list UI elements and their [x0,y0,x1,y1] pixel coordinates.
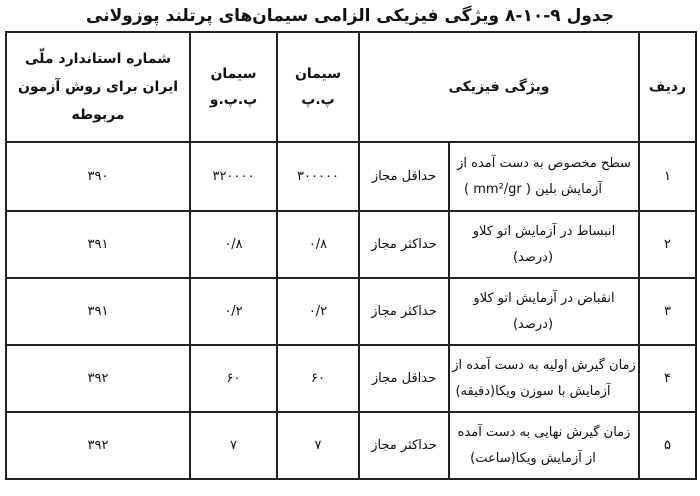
property-cell [449,412,639,479]
property-line-2: (درصد) [512,249,554,265]
standard-number: ۳۹۱ [6,278,190,345]
cement-ppv-value: ۷ [190,412,277,479]
header-standard: شماره استاندارد ملّی ایران برای روش آزمون مربوطه [6,32,190,142]
standard-number: ۳۹۰ [6,142,190,211]
limit-cell: حداقل مجاز [359,345,449,412]
row-number: ۳ [639,278,696,345]
cement-pp-value: ۷ [277,412,359,479]
property-line-2: آزمایش با سوزن ویکا(دقیقه) [455,383,611,399]
cement-pp-value: ۳۰۰۰۰۰ [277,142,359,211]
row-number: ۴ [639,345,696,412]
property-line-1: زمان گیرش اولیه به دست آمده از [452,357,636,373]
header-cement-pp: سیمان پ.پ [277,32,359,142]
physical-properties-table [5,31,697,480]
row-number: ۱ [639,142,696,211]
row-number: ۲ [639,211,696,278]
cement-ppv-value: ۳۲۰۰۰۰ [190,142,277,211]
property-line-2: (درصد) [512,316,554,332]
property-cell [449,211,639,278]
header-property: ویژگی فیزیکی [359,32,639,142]
property-line-2: آزمایش بلین ( mm²/gr ) [464,181,602,197]
table-row [6,142,696,211]
table-row [6,412,696,479]
property-line-1: انقباض در آزمایش اتو کلاو [473,290,615,306]
cement-ppv-value: ۰/۸ [190,211,277,278]
table-row [6,278,696,345]
table-row [6,211,696,278]
header-row-no: ردیف [639,32,696,142]
property-cell [449,142,639,211]
table-row [6,345,696,412]
property-cell [449,345,639,412]
header-cement-ppv: سیمان پ.پ.و [190,32,277,142]
limit-cell: حداقل مجاز [359,142,449,211]
cement-pp-value: ۰/۲ [277,278,359,345]
property-cell [449,278,639,345]
row-number: ۵ [639,412,696,479]
table-title: جدول ۹-۱۰-۸ ویژگی فیزیکی الزامی سیمان‌های پرتلند پوزولانی [86,6,614,26]
standard-number: ۳۹۲ [6,412,190,479]
cement-pp-value: ۶۰ [277,345,359,412]
limit-cell: حداکثر مجاز [359,211,449,278]
property-line-2: از آزمایش ویکا(ساعت) [470,450,596,466]
standard-number: ۳۹۲ [6,345,190,412]
table-header-row [6,32,696,142]
cement-ppv-value: ۰/۲ [190,278,277,345]
property-line-1: انبساط در آزمایش اتو کلاو [472,223,616,239]
cement-pp-value: ۰/۸ [277,211,359,278]
cement-ppv-value: ۶۰ [190,345,277,412]
limit-cell: حداکثر مجاز [359,412,449,479]
limit-cell: حداکثر مجاز [359,278,449,345]
standard-number: ۳۹۱ [6,211,190,278]
property-line-1: زمان گیرش نهایی به دست آمده [457,424,631,440]
property-line-1: سطح مخصوص به دست آمده از [457,155,631,171]
